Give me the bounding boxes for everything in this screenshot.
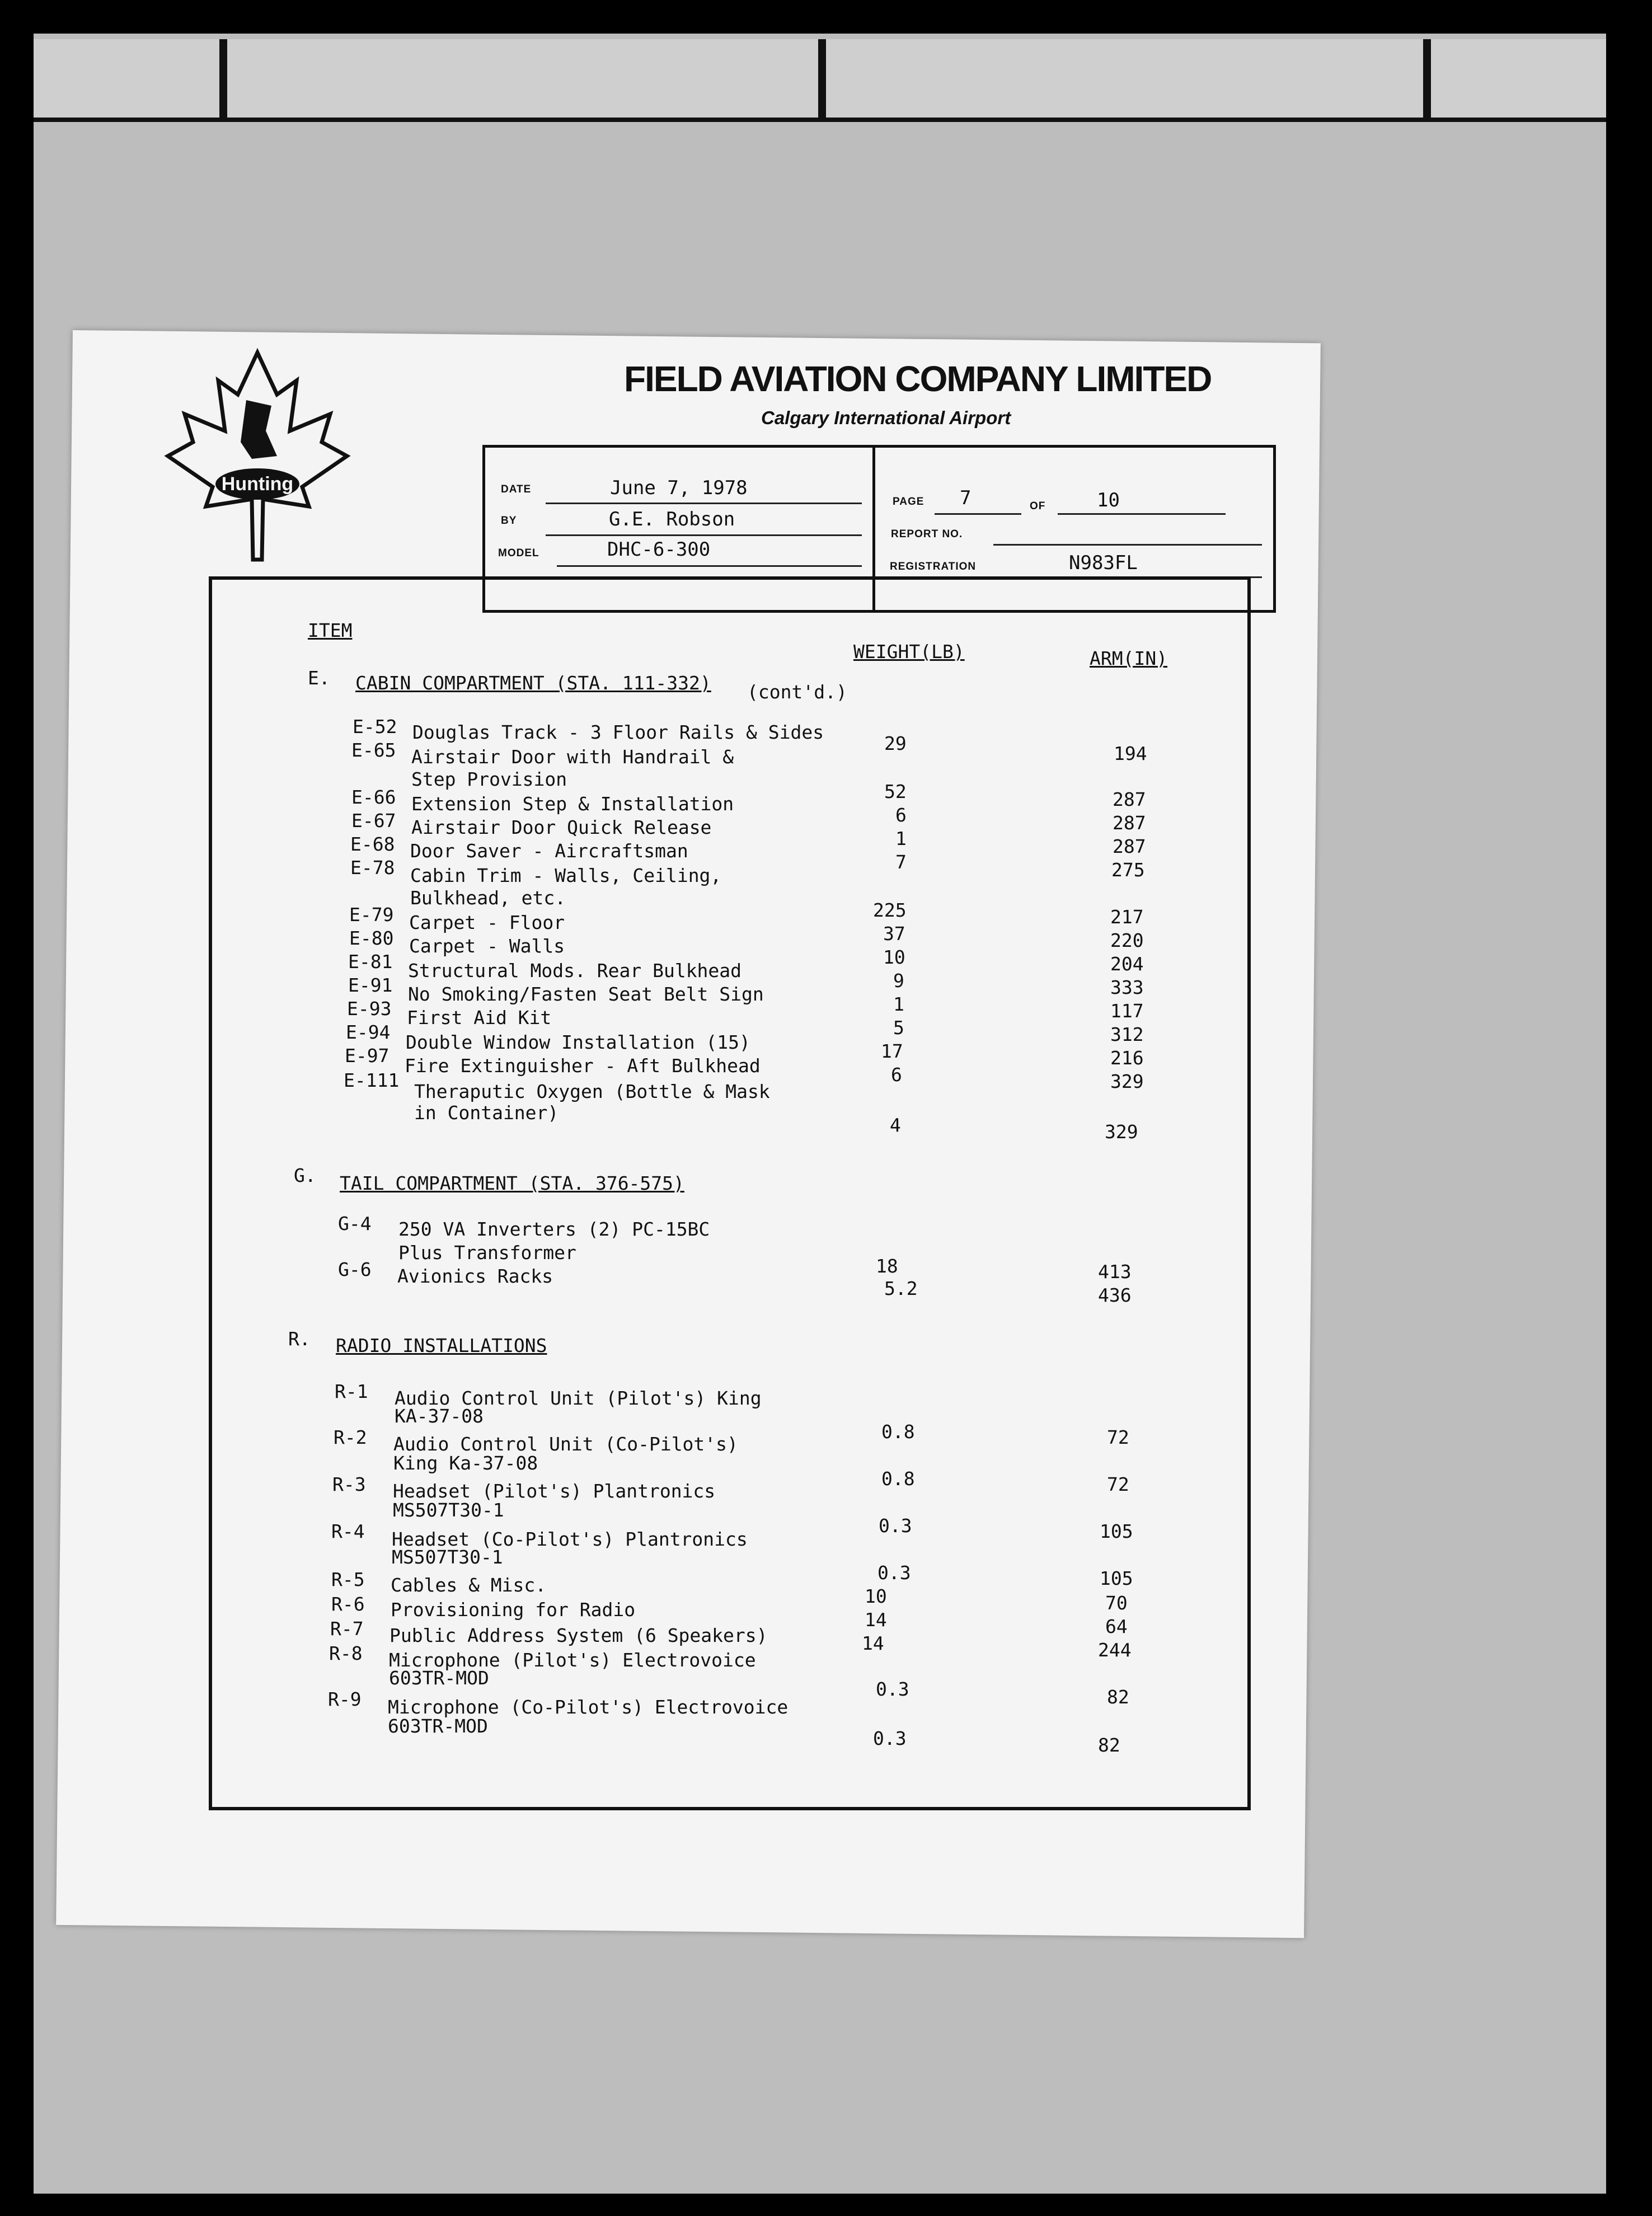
item-description: Provisioning for Radio (391, 1599, 636, 1621)
item-arm: 216 (1110, 1047, 1144, 1069)
item-weight: 52 (884, 781, 907, 802)
item-weight: 5.2 (884, 1278, 918, 1299)
item-description: Headset (Co-Pilot's) Plantronics (392, 1528, 748, 1550)
item-code: R-6 (331, 1593, 365, 1615)
item-description: No Smoking/Fasten Seat Belt Sign (408, 983, 764, 1005)
item-code: E-91 (348, 974, 393, 996)
item-arm: 329 (1110, 1071, 1144, 1092)
item-description: Headset (Pilot's) Plantronics (393, 1480, 716, 1502)
item-arm: 105 (1100, 1520, 1133, 1542)
strip-divider (818, 39, 826, 118)
item-code: R-2 (334, 1426, 367, 1448)
item-arm: 333 (1110, 976, 1144, 998)
item-code: E-93 (347, 998, 392, 1020)
item-arm: 436 (1098, 1284, 1132, 1306)
item-weight: 17 (881, 1040, 903, 1062)
item-weight: 0.3 (879, 1515, 912, 1537)
item-weight: 0.3 (873, 1727, 907, 1749)
item-arm: 82 (1098, 1734, 1120, 1756)
section-title: RADIO INSTALLATIONS (336, 1335, 547, 1356)
section-title: CABIN COMPARTMENT (STA. 111-332) (355, 672, 711, 694)
company-name: FIELD AVIATION COMPANY LIMITED (624, 359, 1212, 399)
item-weight: 9 (893, 970, 904, 992)
by-value: G.E. Robson (609, 508, 735, 530)
item-code: R-9 (328, 1688, 362, 1710)
item-description-line-2: in Container) (414, 1102, 559, 1124)
item-description-line-2: King Ka-37-08 (393, 1452, 538, 1474)
item-description: Cables & Misc. (391, 1574, 547, 1596)
item-weight: 29 (884, 733, 907, 754)
item-code: R-8 (329, 1642, 363, 1664)
item-arm: 217 (1110, 906, 1144, 928)
item-description: Audio Control Unit (Pilot's) King (395, 1387, 762, 1409)
model-label: MODEL (498, 547, 539, 559)
item-arm: 72 (1107, 1426, 1129, 1448)
item-code: E-94 (346, 1021, 391, 1043)
section-title: TAIL COMPARTMENT (STA. 376-575) (340, 1172, 684, 1194)
section-letter: R. (288, 1328, 311, 1350)
item-arm: 82 (1107, 1686, 1129, 1708)
item-header: ITEM (308, 619, 353, 641)
item-code: E-66 (351, 786, 396, 808)
item-arm: 244 (1098, 1639, 1132, 1661)
item-code: E-80 (349, 927, 394, 949)
item-arm: 194 (1114, 743, 1147, 764)
item-code: R-1 (335, 1381, 368, 1402)
item-description: First Aid Kit (407, 1007, 552, 1029)
of-value: 10 (1097, 489, 1120, 511)
date-label: DATE (501, 483, 532, 495)
item-code: E-67 (351, 810, 396, 832)
item-weight: 0.8 (881, 1468, 915, 1490)
item-weight: 14 (865, 1609, 887, 1631)
item-weight: 6 (895, 804, 907, 826)
item-arm: 72 (1107, 1473, 1129, 1495)
item-description-line-2: KA-37-08 (395, 1405, 484, 1427)
of-line (1058, 513, 1226, 515)
item-arm: 287 (1113, 788, 1146, 810)
item-weight: 7 (895, 851, 907, 873)
item-description: 250 VA Inverters (2) PC-15BC (398, 1218, 710, 1240)
item-weight: 0.3 (876, 1678, 909, 1700)
company-location: Calgary International Airport (761, 407, 1011, 428)
arm-header: ARM(IN) (1090, 647, 1168, 669)
item-description-line-2: Bulkhead, etc. (410, 887, 566, 909)
item-code: E-52 (353, 716, 397, 738)
item-description: Public Address System (6 Speakers) (389, 1625, 768, 1646)
by-label: BY (501, 515, 517, 527)
item-weight: 10 (883, 946, 905, 968)
item-description: Microphone (Pilot's) Electrovoice (389, 1649, 756, 1671)
item-arm: 287 (1113, 812, 1146, 834)
item-code: E-78 (350, 857, 395, 879)
item-arm: 329 (1105, 1121, 1138, 1143)
item-code: R-7 (330, 1618, 364, 1640)
item-description: Carpet - Floor (409, 912, 565, 933)
item-description-line-2: MS507T30-1 (392, 1546, 503, 1568)
item-description-line-2: MS507T30-1 (393, 1499, 504, 1521)
item-description: Audio Control Unit (Co-Pilot's) (393, 1433, 738, 1455)
item-code: E-65 (351, 739, 396, 761)
item-description-line-2: Step Provision (411, 768, 567, 790)
report-label: REPORT NO. (891, 528, 963, 540)
item-code: E-111 (344, 1069, 400, 1091)
item-description: Fire Extinguisher - Aft Bulkhead (405, 1055, 761, 1077)
registration-label: REGISTRATION (890, 561, 977, 572)
item-arm: 275 (1111, 859, 1145, 881)
section-letter: G. (294, 1165, 316, 1186)
item-arm: 287 (1113, 835, 1146, 857)
item-code: E-68 (350, 833, 395, 855)
date-value: June 7, 1978 (610, 477, 748, 499)
item-description: Theraputic Oxygen (Bottle & Mask (414, 1081, 770, 1102)
item-weight: 5 (893, 1017, 904, 1039)
item-description-line-2: Plus Transformer (398, 1242, 576, 1264)
item-description: Douglas Track - 3 Floor Rails & Sides (412, 721, 824, 743)
item-weight: 4 (890, 1114, 901, 1136)
item-code: G-6 (338, 1259, 372, 1280)
item-description: Airstair Door Quick Release (411, 816, 712, 838)
date-line (546, 503, 862, 504)
maple-leaf-icon (162, 347, 353, 565)
model-value: DHC-6-300 (607, 538, 711, 561)
item-code: E-79 (349, 904, 394, 926)
item-description: Structural Mods. Rear Bulkhead (408, 960, 742, 982)
item-code: G-4 (338, 1213, 372, 1234)
weight-header: WEIGHT(LB) (853, 641, 965, 663)
section-letter: E. (308, 667, 330, 689)
item-description: Extension Step & Installation (411, 793, 734, 815)
item-arm: 105 (1100, 1567, 1133, 1589)
report-line (993, 544, 1262, 546)
item-arm: 70 (1105, 1592, 1128, 1614)
item-weight: 10 (865, 1585, 887, 1607)
by-line (546, 534, 862, 536)
item-arm: 204 (1110, 953, 1144, 975)
item-code: R-5 (331, 1569, 365, 1590)
item-description: Carpet - Walls (409, 935, 565, 957)
page-label: PAGE (893, 496, 924, 508)
model-line (557, 565, 862, 567)
strip-divider (1423, 39, 1431, 118)
item-description-line-2: 603TR-MOD (389, 1667, 489, 1689)
registration-value: N983FL (1069, 552, 1138, 574)
item-code: R-4 (331, 1520, 365, 1542)
item-weight: 6 (891, 1064, 902, 1086)
item-code: E-81 (348, 951, 393, 973)
item-description: Airstair Door with Handrail & (411, 746, 734, 768)
item-description: Microphone (Co-Pilot's) Electrovoice (388, 1696, 789, 1718)
item-description: Cabin Trim - Walls, Ceiling, (410, 865, 722, 886)
of-label: OF (1030, 500, 1046, 512)
item-weight: 1 (895, 828, 907, 849)
page-line (935, 513, 1021, 515)
item-weight: 0.8 (881, 1421, 915, 1443)
logo-text: Hunting (221, 473, 294, 495)
section-suffix: (cont'd.) (747, 681, 847, 703)
item-description: Door Saver - Aircraftsman (410, 840, 688, 862)
item-arm: 413 (1098, 1261, 1132, 1283)
item-code: R-3 (332, 1473, 366, 1495)
item-weight: 14 (862, 1632, 884, 1654)
item-description-line-2: 603TR-MOD (388, 1715, 488, 1737)
item-weight: 18 (876, 1255, 898, 1277)
page-value: 7 (960, 487, 972, 509)
item-weight: 1 (893, 993, 904, 1015)
item-weight: 37 (883, 923, 905, 945)
item-arm: 312 (1110, 1024, 1144, 1045)
item-arm: 117 (1110, 1000, 1144, 1022)
item-arm: 220 (1110, 929, 1144, 951)
item-description: Double Window Installation (15) (406, 1031, 750, 1053)
item-arm: 64 (1105, 1616, 1128, 1637)
strip-divider (219, 39, 227, 118)
item-code: E-97 (345, 1045, 389, 1067)
item-description: Avionics Racks (397, 1265, 553, 1287)
item-weight: 225 (873, 899, 907, 921)
item-weight: 0.3 (877, 1562, 911, 1584)
